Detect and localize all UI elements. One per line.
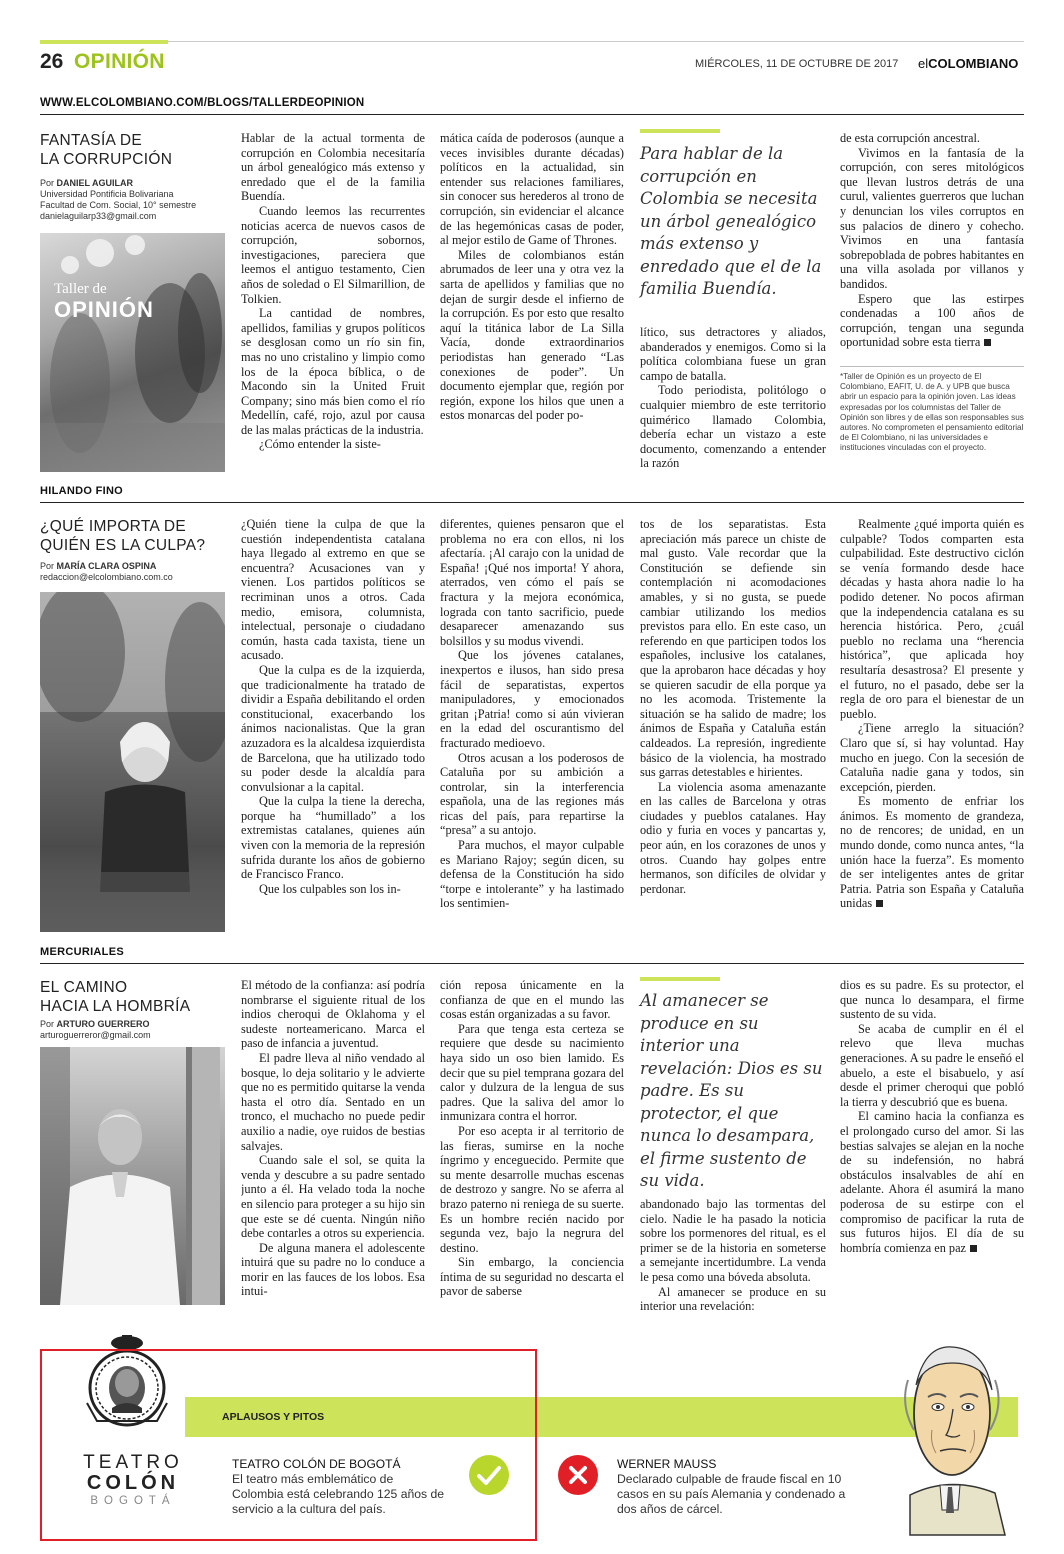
article3-byline xyxy=(40,1019,230,1041)
footnote-rule xyxy=(840,366,1024,367)
article1-affiliation-1: Universidad Pontificia Bolivariana xyxy=(40,189,174,199)
paragraph: Cuando sale el sol, se quita la venda y descubre a su padre sentado junto a él. Ha velado toda la noche en silencio para proteger a su hijo sin que este se dé cuenta. Ningún niño debe contarles a otros su experiencia. xyxy=(241,1153,425,1241)
paragraph: lítico, sus detractores y aliados, abanderados y enemigos. Como si la política colombiana fuese un gran campo de batalla. xyxy=(640,325,826,383)
article2-headline xyxy=(40,517,230,555)
article3-title-line2: HACIA LA HOMBRÍA xyxy=(40,998,191,1015)
article1-pullquote: Para hablar de la corrupción en Colombia se necesita un árbol genealógico más extenso y enredado que el de la familia Buendía. xyxy=(640,144,822,298)
paragraph: La violencia asoma amenazante en las calles de Barcelona y otras ciudades y pueblos catalanes. Hay odio y furia en voces y pancartas y, peor aún, en los corazones de unos y otros. Cuando hay golpes entre hermanos, son difíciles de olvidar y perdonar. xyxy=(640,779,826,896)
masthead-prefix: el xyxy=(918,56,929,71)
paragraph: ¿Quién tiene la culpa de que la cuestión independentista catalana haya llegado al extremo en que se encuentra? Acusaciones van y vienen. Los partidos políticos se recriminan unos a otros. Cada medio, emisora, columnista, intelectual, personaje o ciudadano común, hasta cada taxista, tiene un acusado. xyxy=(241,517,425,663)
masthead-name: COLOMBIANO xyxy=(928,56,1019,71)
paragraph: La cantidad de nombres, apellidos, familias y grupos políticos se desglosan como un río sin fin, mas no uno cristalino y limpio como los de la época bíblica, o de Macondo sin la United Fruit Company; sino más bien como el río Medellín, café, rojo, azul por causa de las malas prácticas de la industria. xyxy=(241,306,425,437)
article1-byline-prefix: Por xyxy=(40,178,57,188)
paragraph: Que la culpa es de la izquierda, que tradicionalmente ha tratado de dividir a España debilitando el orden constitucional, exacerbando los ánimos nacionalistas. Que la gran azuzadora es la alcaldesa izquierdista de Barcelona, que ha utilizado todo su poder desde la alcaldía para convulsionar a la capital. xyxy=(241,662,425,794)
paragraph: De alguna manera el adolescente intuirá que su padre no lo conduce a morir en las fauces de los lobos. Esa intui- xyxy=(241,1240,425,1299)
header-accent-bar xyxy=(40,40,168,44)
paragraph: Vivimos en la fantasía de la corrupción, con seres mitológicos que llevan lustros detrás de una curul, valientes guerreros que luchan y denuncian los viles corruptos en sus palacios de dinero y cohecho. Vivimos en una fantasía sobrepoblada de pobres habitantes en una villa asolada por villanos y bandidos. xyxy=(840,145,1024,291)
end-mark-icon xyxy=(984,339,991,346)
article2-title-line1: ¿QUÉ IMPORTA DE xyxy=(40,518,187,535)
paragraph: de esta corrupción ancestral. xyxy=(840,131,980,145)
article1-email[interactable]: danielaguilarp33@gmail.com xyxy=(40,211,157,221)
end-mark-icon xyxy=(876,900,883,907)
paragraph: ¿Tiene arreglo la situación? Claro que sí, si hay voluntad. Hay mucho en juego. Con la secesión de Cataluña nadie gana y todos, sin excepción, pierden. xyxy=(840,721,1024,794)
teatro-logo-line1: TEATRO xyxy=(83,1452,183,1473)
article3-column-1 xyxy=(241,978,425,1350)
blog-url-rule xyxy=(40,114,1024,115)
article3-column-2 xyxy=(440,978,624,1350)
article1-headline xyxy=(40,131,230,169)
paragraph: abandonado bajo las tormentas del cielo. Nadie le ha pasado la noticia sobre los pormenores del ritual, es el primer se de la historia en someterse a semejante incertidumbre. La venda le pesa como una bóveda absoluta. xyxy=(640,1197,826,1284)
article2-byline-prefix: Por xyxy=(40,561,57,571)
article1-column-3 xyxy=(640,325,826,475)
article2-author: MARÍA CLARA OSPINA xyxy=(56,561,157,571)
paragraph: Cuando leemos las recurrentes noticias acerca de nuevos casos de corrupción, sobornos, investigaciones, pareciera que leemos el antiguo testamento, Cien años de soledad o El Silmarillion, de Tolkien. xyxy=(241,203,425,306)
article2-byline xyxy=(40,561,235,583)
paragraph: Al amanecer se produce en su interior una revelación: xyxy=(640,1284,826,1314)
article3-pullquote-bar xyxy=(640,977,720,981)
article1-title-line1: FANTASÍA DE xyxy=(40,132,143,149)
paragraph: Todo periodista, politólogo o cualquier miembro de este territorio quimérico llamado Colombia, debería echar un vistazo a este documento, comenzando a entender la razón xyxy=(640,383,826,471)
article3-author: ARTURO GUERRERO xyxy=(56,1019,150,1029)
paragraph: El método de la confianza: así podría nombrarse el siguiente ritual de los indios cheroqui de Oklahoma y el sudeste norteamericano. Marca el paso de infancia a juventud. xyxy=(241,978,425,1051)
article1-author: DANIEL AGUILAR xyxy=(56,178,134,188)
highlight-frame xyxy=(40,1349,537,1541)
paragraph: Por eso acepta ir al territorio de las fieras, sumirse en la noche íngrimo y enceguecido. Permite que su mente desarrolle muchas escenas de destrozo y sangre. No se aferra al brazo paterno ni reniega de su suerte. Es un hombre recién nacido por segunda vez, bajo la negrura del destino. xyxy=(440,1123,624,1255)
taller-de-opinion-photo xyxy=(40,233,225,472)
article3-section-tag: MERCURIALES xyxy=(40,946,124,958)
article3-pullquote: Al amanecer se produce en su interior una revelación: Dios es su padre. Es su protector, el que nunca lo desampara, el firme sustento de su vida. xyxy=(640,991,823,1190)
paragraph: ¿Cómo entender la siste- xyxy=(259,437,381,452)
section-rule xyxy=(40,502,1024,503)
paragraph xyxy=(840,1109,1024,1255)
masthead xyxy=(918,56,1018,71)
article2-section-tag: HILANDO FINO xyxy=(40,485,124,497)
paragraph: Que los jóvenes catalanes, inexpertos e ilusos, han sido presa fácil de separatistas, expertos manipuladores, y emocionados gritan ¡Patria! como si aún vivieran en la edad del oscurantismo del fracturado medioevo. xyxy=(440,648,624,750)
article1-title-line2: LA CORRUPCIÓN xyxy=(40,151,173,168)
article3-column-3 xyxy=(640,1197,826,1350)
section-name: OPINIÓN xyxy=(74,50,165,73)
werner-mauss-caricature xyxy=(880,1335,1020,1540)
article2-column-4 xyxy=(840,517,1024,935)
paragraph: Para que tenga esta certeza se requiere que desde su nacimiento haya sido un oso bien lamido. Es decir que su piel temprana gozara del calor y dulzura de la lengua de sus padres. Que la saliva del amor lo inmunizara contra el horror. xyxy=(440,1021,624,1124)
paragraph-text: Es momento de enfriar los ánimos. Es momento de grandeza, no de rencores; de unidad, en un mundo donde, como nunca antes, “la unión hace la fuerza”. Es momento de ser inteligentes antes de gritar Patria. Patria son España y Cataluña unidas xyxy=(840,794,1024,911)
paragraph: Para muchos, el mayor culpable es Mariano Rajoy; según dicen, su defensa de la Constitución ha sido “torpe e intolerante” y ha lastimado los sentimien- xyxy=(440,838,624,911)
header-rule xyxy=(168,41,1024,42)
paragraph: Realmente ¿qué importa quién es culpable? Todos comparten esta culpabilidad. Este destructivo ciclón se venía formando desde hace décadas y hasta ahora nadie lo ha podido detener. No pocos afirman que la independencia catalana es su herencia histórica. Pero, ¿cuál pueblo no reclama una “herencia histórica”, que aplicada hoy resultaría desastrosa? El presente y el futuro, no el pasado, debe ser la regla de oro para el bienestar de un pueblo. xyxy=(840,517,1024,721)
article1-column-1 xyxy=(241,131,425,476)
article3-title-line1: EL CAMINO xyxy=(40,979,128,996)
author-photo-maria-clara-ospina xyxy=(40,592,225,932)
author-photo-arturo-guerrero xyxy=(40,1047,225,1305)
paragraph xyxy=(840,794,1024,911)
teatro-logo-line3: BOGOTÁ xyxy=(90,1495,176,1507)
paragraph: Que la culpa la tiene la derecha, porque ha “humillado” a los extremistas catalanes, quienes aún viven con la memoria de la represión sufrida durante los años de gobierno de Francisco Franco. xyxy=(241,794,425,882)
paragraph: tos de los separatistas. Esta apreciación más parece un chiste de mal gusto. Vale recordar que la Constitución se defiende sin contemplación ni acomodaciones amables, y si no gusta, se puede cambiar utilizando los medios previstos para ello. En este caso, un referendo en que participen todos los españoles, inclusive los catalanes, que la aprobaron hace décadas y hoy se quieren sacudir de ella porque ya no les acomoda. Tristemente la situación se ha salido de madre; los ánimos de España y Cataluña están caldeados. La represión, ingrediente básico de la violencia, ha mostrado sus garras detestables e hirientes. xyxy=(640,517,826,780)
article2-column-1 xyxy=(241,517,425,935)
article3-email[interactable]: arturoguerreror@gmail.com xyxy=(40,1030,151,1040)
article3-column-4 xyxy=(840,978,1024,1318)
article2-email[interactable]: redaccion@elcolombiano.com.co xyxy=(40,572,173,582)
article1-footnote: *Taller de Opinión es un proyecto de El Colombiano, EAFIT, U. de A. y UPB que busca abrir un espacio para la opinión joven. Las ideas expresadas por los columnistas del Taller de Opinión son libres y de ellas son responsables sus autores. No comprometen el pensamiento editorial de El Colombiano, ni las universidades e instituciones vinculadas con el proyecto. xyxy=(840,372,1024,453)
paragraph xyxy=(840,292,1024,350)
article2-column-3 xyxy=(640,517,826,935)
paragraph: dios es su padre. Es su protector, el que nunca lo desampara, el firme sustento de su vida. xyxy=(840,978,1024,1022)
blog-url-link[interactable]: WWW.ELCOLOMBIANO.COM/BLOGS/TALLERDEOPINION xyxy=(40,97,365,109)
paragraph: El padre lleva al niño vendado al bosque, lo deja solitario y le advierte que no es permitido quitarse la venda hasta el otro día. Sentado en un tronco, el muchacho no puede pedir auxilio a nadie, oye ruidos de bestias salvajes. xyxy=(241,1050,425,1153)
article3-byline-prefix: Por xyxy=(40,1019,57,1029)
issue-date: MIÉRCOLES, 11 DE OCTUBRE DE 2017 xyxy=(695,58,899,70)
paragraph-text: El camino hacia la confianza es el prolongado curso del amor. Si las bestias salvajes se alejan en la noche de su indefensión, no habrá obstáculos insalvables de ahí en adelante. Ahora él asumirá la mano poderosa de su estirpe con el compromiso de pacificar la ruta de sus futuros hijos. El día de su hombría comienza en paz xyxy=(840,1109,1024,1255)
section-rule xyxy=(40,963,1024,964)
applause-item-title: TEATRO COLÓN DE BOGOTÁ xyxy=(232,1457,401,1471)
paragraph: Se acaba de cumplir en él el relevo que lleva muchas generaciones. A su padre le enseñó el abuelo, a este el bisabuelo, y así desde el primer cheroqui que pobló la tierra y descubrió que es buena. xyxy=(840,1021,1024,1109)
teatro-logo-line2: COLÓN xyxy=(86,1472,180,1494)
taller-logo-line2: OPINIÓN xyxy=(54,297,154,322)
paragraph: Sin embargo, la conciencia íntima de su seguridad no descarta el pavor de saberse xyxy=(440,1255,624,1299)
taller-logo-line1: Taller de xyxy=(54,281,107,297)
page-number: 26 xyxy=(40,50,64,73)
paragraph: Hablar de la actual tormenta de corrupción en Colombia necesitaría un árbol genealógico más extenso y enredado que el de la familia Buendía. xyxy=(241,131,425,204)
paragraph: Otros acusan a los poderosos de Cataluña por su ambición a controlar, sin la interferencia española, una de las regiones más ricas del país, para repartirse la “presa” a su antojo. xyxy=(440,750,624,838)
article1-column-4 xyxy=(840,131,1024,361)
article2-title-line2: QUIÉN ES LA CULPA? xyxy=(40,537,206,554)
whistle-item-title: WERNER MAUSS xyxy=(617,1457,717,1471)
paragraph: mática caída de poderosos (aunque a veces invisibles durante décadas) políticos en la actualidad, sin entender sus relaciones familiares, sin conocer sus herederos al trono de corrupción, sin evidenciar el alcance de las hegemónicas casas de poder, al mejor estilo de Game of Thrones. xyxy=(440,131,624,248)
article1-affiliation-2: Facultad de Com. Social, 10° semestre xyxy=(40,200,197,210)
applause-item-text: El teatro más emblemático de Colombia está celebrando 125 años de servicio a la cultura del país. xyxy=(232,1472,445,1516)
article1-pullquote-bar xyxy=(640,129,720,133)
paragraph-text: Espero que las estirpes condenadas a 100 años de corrupción, tengan una segunda oportunidad sobre esta tierra xyxy=(840,291,1024,350)
whistle-item-text: Declarado culpable de fraude fiscal en 10 casos en su país Alemania y condenado a dos años de cárcel. xyxy=(617,1472,846,1516)
x-icon xyxy=(558,1455,598,1495)
article3-headline xyxy=(40,978,230,1016)
paragraph: ción reposa únicamente en la confianza de que en el mundo las cosas están organizadas a su favor. xyxy=(440,978,624,1022)
end-mark-icon xyxy=(970,1245,977,1252)
paragraph: Miles de colombianos están abrumados de leer una y otra vez la sarta de apellidos y familias que no dejan de surgir desde el infierno de la corrupción. Es por esto que resalto aquí la titánica labor de La Silla Vacía, donde extraordinarios periodistas han generado “Las conexiones de poder”. Un documento ejemplar que, región por región, expone los hilos que unen a estos monarcas del poder po- xyxy=(440,247,624,423)
article1-byline xyxy=(40,178,230,222)
paragraph: diferentes, quienes pensaron que el problema no era con ellos, ni los afectaría. ¡Al carajo con la unidad de España! ¡Qué nos importa! Y ahora, aterrados, ven cómo el país se fractura y la mejora económica, lograda con tanto sacrificio, puede desaparecer amenazando sus bolsillos y su modus vivendi. xyxy=(440,517,624,648)
applause-section-title: APLAUSOS Y PITOS xyxy=(222,1411,325,1423)
paragraph: Que los culpables son los in- xyxy=(259,881,401,896)
article1-column-2 xyxy=(440,131,624,476)
article2-column-2 xyxy=(440,517,624,935)
